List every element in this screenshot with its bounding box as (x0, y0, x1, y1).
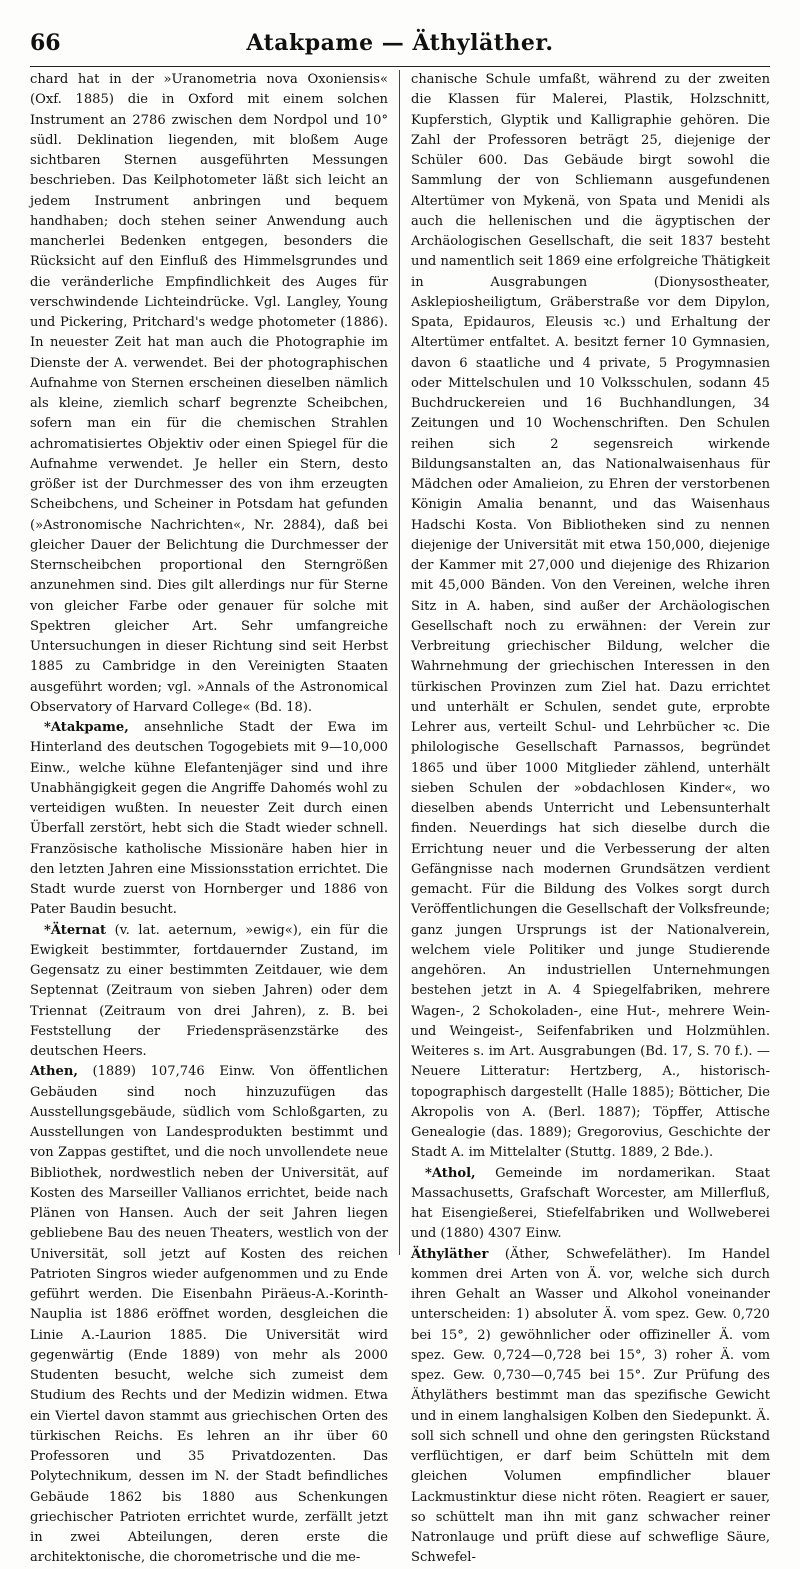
entry-paragraph (411, 70, 770, 1164)
entry-text: ansehnliche Stadt der Ewa im Hinterland des deutschen Togogebiets mit 9—10,000 Einw., welche kühne Elefantenjäger sind und ihre Unabhängigkeit gegen die Angriffe Dahomés wohl zu verteidigen wußten. In neuester Zeit durch einen Überfall zerstört, hebt sich die Stadt wieder schnell. Französische katholische Missionäre haben hier in den letzten Jahren eine Missionsstation errichtet. Die Stadt wurde zuerst von Hornberger und 1886 von Pater Baudin besucht. (30, 720, 388, 918)
header-rule (30, 66, 770, 67)
entry-text: Gemeinde im nordamerikan. Staat Massachusetts, Grafschaft Worcester, am Millerfluß, hat Eisengießerei, Stiefelfabriken und Wollweberei und (1880) 4307 Einw. (411, 1165, 770, 1242)
entry-text: (v. lat. aeternum, »ewig«), ein für die Ewigkeit bestimmter, fortdauernder Zustand, im Gegensatz zu einer bestimmten Zeitdauer, wie dem Septennat (Zeitraum von sieben Jahren) oder dem Triennat (Zeitraum von drei Jahren), z. B. bei Feststellung der Friedenspräsenzstärke des deutschen Heers. (30, 922, 388, 1059)
page-header (30, 30, 770, 60)
entry-paragraph (30, 1062, 388, 1568)
entry-headword: *Athol, (425, 1165, 476, 1181)
entry-text: chard hat in der »Uranometria nova Oxoniensis« (Oxf. 1885) die in Oxford mit einem solchen Instrument an 2786 zwischen dem Nordpol und 10° südl. Deklination liegenden, mit bloßem Auge sichtbaren Sternen ausgeführten Messungen beschrieben. Das Keilphotometer läßt sich leicht an jedem Instrument anbringen und bequem handhaben; doch stehen seiner Anwendung auch mancherlei Bedenken entgegen, besonders die Rücksicht auf den Einfluß des Himmelsgrundes und die veränderliche Empfindlichkeit des Auges für verschwindende Lichteindrücke. Vgl. Langley, Young und Pickering, Pritchard's wedge photometer (1886). In neuester Zeit hat man auch die Photographie im Dienste der A. verwendet. Bei der photographischen Aufnahme von Sternen erscheinen dieselben nämlich als kleine, ziemlich scharf begrenzte Scheibchen, sofern man ein für die chemischen Strahlen achromatisiertes Objektiv oder einen Spiegel für die Aufnahme verwendet. Je heller ein Stern, desto größer ist der Durchmesser des von ihm erzeugten Scheibchens, und Scheiner in Potsdam hat gefunden (»Astronomische Nachrichten«, Nr. 2884), daß bei gleicher Dauer der Belichtung die Durchmesser der Sternscheibchen proportional den Sterngrößen anzunehmen sind. Dies gilt allerdings nur für Sterne von gleicher Farbe oder genauer für solche mit Spektren gleicher Art. Sehr umfangreiche Untersuchungen in dieser Richtung sind seit Herbst 1885 zu Cambridge in den Vereinigten Staaten ausgeführt worden; vgl. »Annals of the Astronomical Observatory of Harvard College« (Bd. 18). (30, 72, 388, 715)
entry-headword: *Atakpame, (44, 720, 129, 735)
entry-headword: Athen, (30, 1064, 78, 1080)
entry-headword: *Äternat (44, 922, 107, 938)
entry-paragraph (30, 718, 388, 921)
page-number: 66 (30, 30, 61, 56)
entry-text: (Äther, Schwefeläther). Im Handel kommen drei Arten von Ä. vor, welche sich durch ihren Gehalt an Wasser und Alkohol voneinander unterscheiden: 1) absoluter Ä. vom spez. Gew. 0,720 bei 15°, 2) gewöhnlicher oder offizineller Ä. vom spez. Gew. 0,724—0,728 bei 15°, 3) roher Ä. vom spez. Gew. 0,730—0,745 bei 15°. Zur Prüfung des Äthyläthers bestimmt man das spezifische Gewicht und in einem langhalsigen Kolben den Siedepunkt. Ä. soll sich schnell und ohne den geringsten Rückstand verflüchtigen, er darf beim Schütteln mit dem gleichen Volumen empfindlicher blauer Lackmustinktur diese nicht röten. Reagiert er sauer, so schüttelt man ihn mit ganz schwacher reiner Natronlauge und prüft diese auf schweflige Säure, Schwefel- (411, 1246, 770, 1566)
entry-paragraph (411, 1164, 770, 1245)
entry-text: (1889) 107,746 Einw. Von öffentlichen Gebäuden sind noch hinzuzufügen das Ausstellungsgebäude, südlich vom Schloßgarten, zu Ausstellungen von Landesprodukten bestimmt und von Zappas gestiftet, und die noch unvollendete neue Bibliothek, nordwestlich neben der Universität, auf Kosten des Marseiller Vallianos errichtet, beide nach Plänen von Hansen. Auch der seit Jahren liegen gebliebene Bau des neuen Theaters, westlich von der Universität, soll jetzt auf Kosten des reichen Patrioten Singros wieder aufgenommen und zu Ende geführt werden. Die Eisenbahn Piräeus-A.-Korinth-Nauplia ist 1886 eröffnet worden, desgleichen die Linie A.-Laurion 1885. Die Universität wird gegenwärtig (Ende 1889) von mehr als 2000 Studenten besucht, welche sich zumeist dem Studium des Rechts und der Medizin widmen. Etwa ein Viertel davon stammt aus griechischen Orten des türkischen Reichs. Es lehren an ihr über 60 Professoren und 35 Privatdozenten. Das Polytechnikum, dessen im N. der Stadt befindliches Gebäude 1862 bis 1880 aus Schenkungen griechischer Patrioten errichtet wurde, zerfällt jetzt in zwei Abteilungen, deren erste die architektonische, die chorometrische und die me- (30, 1064, 388, 1566)
entry-text: chanische Schule umfaßt, während zu der zweiten die Klassen für Malerei, Plastik, Holzschnitt, Kupferstich, Glyptik und Kalligraphie gehören. Die Zahl der Professoren beträgt 25, diejenige der Schüler 600. Das Gebäude birgt sowohl die Sammlung der von Schliemann ausgefundenen Altertümer von Mykenä, von Spata und Menidi als auch die hellenischen und die ägyptischen der Archäologischen Gesellschaft, die seit 1837 besteht und namentlich seit 1869 eine erfolgreiche Thätigkeit in Ausgrabungen (Dionysostheater, Asklepiosheiligtum, Gräberstraße vor dem Dipylon, Spata, Epidauros, Eleusis ꝛc.) und Erhaltung der Altertümer entfaltet. A. besitzt ferner 10 Gymnasien, davon 6 staatliche und 4 private, 5 Progymnasien oder Mittelschulen und 10 Volksschulen, sodann 45 Buchdruckereien und 16 Buchhandlungen, 34 Zeitungen und 10 Wochenschriften. Den Schulen reihen sich 2 segensreich wirkende Bildungsanstalten an, das Nationalwaisenhaus für Mädchen oder Amalieion, zu Ehren der verstorbenen Königin Amalia benannt, und das Waisenhaus Hadschi Kosta. Von Bibliotheken sind zu nennen diejenige der Universität mit etwa 150,000, diejenige der Kammer mit 27,000 und diejenige des Rhizarion mit 45,000 Bänden. Von den Vereinen, welche ihren Sitz in A. haben, sind außer der Archäologischen Gesellschaft noch zu erwähnen: der Verein zur Verbreitung griechischer Bildung, welcher die Wahrnehmung der griechischen Interessen in den türkischen Provinzen zum Ziel hat. Dazu errichtet und unterhält er Schulen, sendet gute, erprobte Lehrer aus, verteilt Schul- und Lehrbücher ꝛc. Die philologische Gesellschaft Parnassos, begründet 1865 und über 1000 Mitglieder zählend, unterhält sieben Schulen der »obdachlosen Kinder«, wo dieselben abends Unterricht und Lebensunterhalt finden. Neuerdings hat sich dieselbe durch die Errichtung neuer und die Verbesserung der alten Gefängnisse nach modernen Grundsätzen verdient gemacht. Für die Bildung des Volkes sorgt durch Veröffentlichungen die Gesellschaft der Volksfreunde; ganz jungen Ursprungs ist der Nationalverein, welchem viele Politiker und junge Studierende angehören. An industriellen Unternehmungen bestehen jetzt in A. 4 Spiegelfabriken, mehrere Wagen-, 2 Schokoladen-, eine Hut-, mehrere Wein- und Weingeist-, Seifenfabriken und Holzmühlen. Weiteres s. im Art. Ausgrabungen (Bd. 17, S. 70 f.). — Neuere Litteratur: Hertzberg, A., historisch-topographisch dargestellt (Halle 1885); Bötticher, Die Akropolis von A. (Berl. 1887); Töpffer, Attische Genealogie (das. 1889); Gregorovius, Geschichte der Stadt A. im Mittelalter (Stuttg. 1889, 2 Bde.). (411, 72, 770, 1161)
left-column (30, 70, 388, 1569)
right-column (411, 70, 770, 1569)
entry-paragraph (30, 921, 388, 1063)
running-title: Atakpame — Äthyläther. (246, 30, 554, 56)
column-separator (399, 70, 400, 1255)
entry-paragraph (411, 1245, 770, 1569)
entry-paragraph (30, 70, 388, 718)
entry-headword: Äthyläther (411, 1246, 489, 1262)
